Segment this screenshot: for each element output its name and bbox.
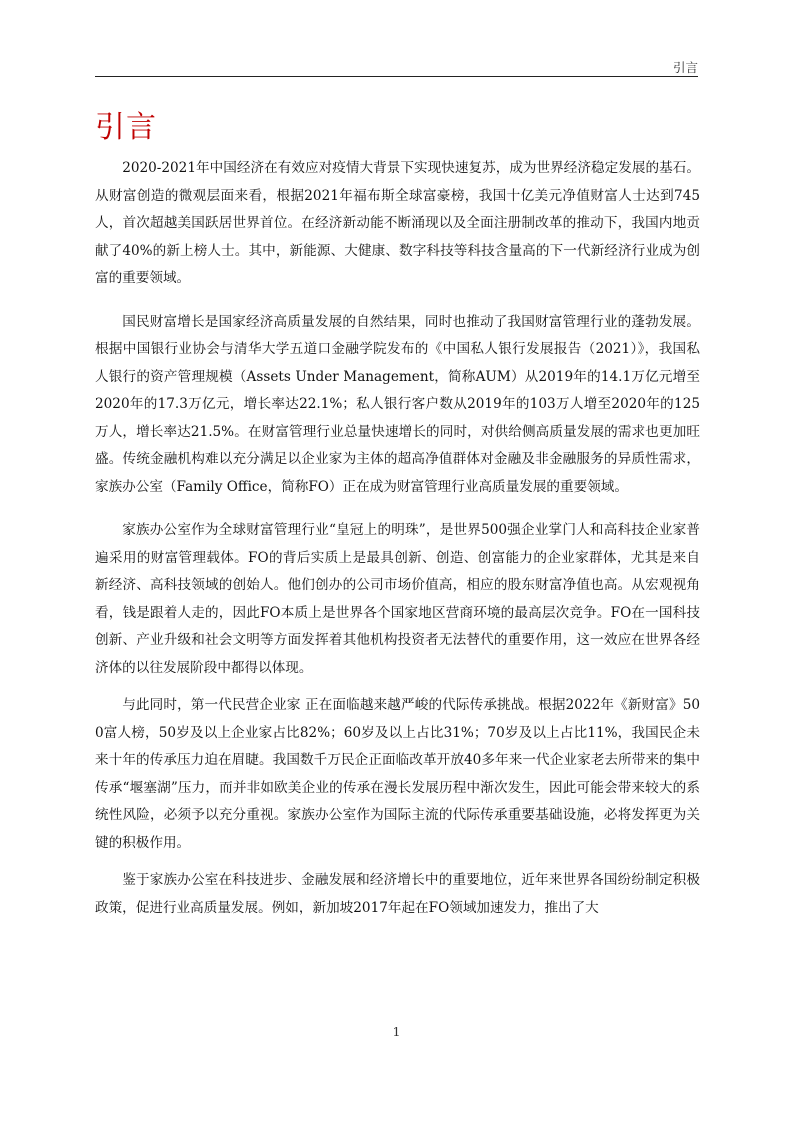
paragraph-1: 2020-2021年中国经济在有效应对疫情大背景下实现快速复苏，成为世界经济稳定发展的基石。从财富创造的微观层面来看，根据2021年福布斯全球富豪榜，我国十亿美元净值财富人士达到745人，首次超越美国跃居世界首位。在经济新动能不断涌现以及全面注册制改革的推动下，我国内地贡献了40%的新上榜人士。其中，新能源、大健康、数字科技等科技含量高的下一代新经济行业成为创富的重要领域。 (95, 160, 700, 286)
page-number: 1 (392, 1024, 401, 1039)
paragraph-5: 鉴于家族办公室在科技进步、金融发展和经济增长中的重要地位，近年来世界各国纷纷制定积极政策，促进行业高质量发展。例如，新加坡2017年起在FO领域加速发力，推出了大 (95, 872, 700, 916)
body-text (95, 155, 700, 922)
header-divider (95, 76, 698, 77)
page-title: 引言 (95, 110, 157, 145)
paragraph-2: 国民财富增长是国家经济高质量发展的自然结果，同时也推动了我国财富管理行业的蓬勃发展。根据中国银行业协会与清华大学五道口金融学院发布的《中国私人银行发展报告（2021）》，我国私人银行的资产管理规模（Assets Under Management，简称AUM）从2019年的14.1万亿元增至2020年的17.3万亿元，增长率达22.1%；私人银行客户数从2019年的103万人增至2020年的125万人，增长率达21.5%。在财富管理行业总量快速增长的同时，对供给侧高质量发展的需求也更加旺盛。传统金融机构难以充分满足以企业家为主体的超高净值群体对金融及非金融服务的异质性需求，家族办公室（Family Office，简称FO）正在成为财富管理行业高质量发展的重要领域。 (95, 313, 700, 495)
paragraph-4: 与此同时，第一代民营企业家 正在面临越来越严峻的代际传承挑战。根据2022年《新财富》500富人榜，50岁及以上企业家占比82%；60岁及以上占比31%；70岁及以上占比11%，我国民企未来十年的传承压力迫在眉睫。我国数千万民企正面临改革开放40多年来一代企业家老去所带来的集中传承“堰塞湖”压力，而并非如欧美企业的传承在漫长发展历程中渐次发生，因此可能会带来较大的系统性风险，必须予以充分重视。家族办公室作为国际主流的代际传承重要基础设施，必将发挥更为关键的积极作用。 (95, 697, 700, 851)
running-header: 引言 (672, 60, 698, 75)
paragraph-3: 家族办公室作为全球财富管理行业“皇冠上的明珠”，是世界500强企业掌门人和高科技企业家普遍采用的财富管理载体。FO的背后实质上是最具创新、创造、创富能力的企业家群体，尤其是来自新经济、高科技领域的创始人。他们创办的公司市场价值高，相应的股东财富净值也高。从宏观视角看，钱是跟着人走的，因此FO本质上是世界各个国家地区营商环境的最高层次竞争。FO在一国科技创新、产业升级和社会文明等方面发挥着其他机构投资者无法替代的重要作用，这一效应在世界各经济体的以往发展阶段中都得以体现。 (95, 522, 700, 676)
